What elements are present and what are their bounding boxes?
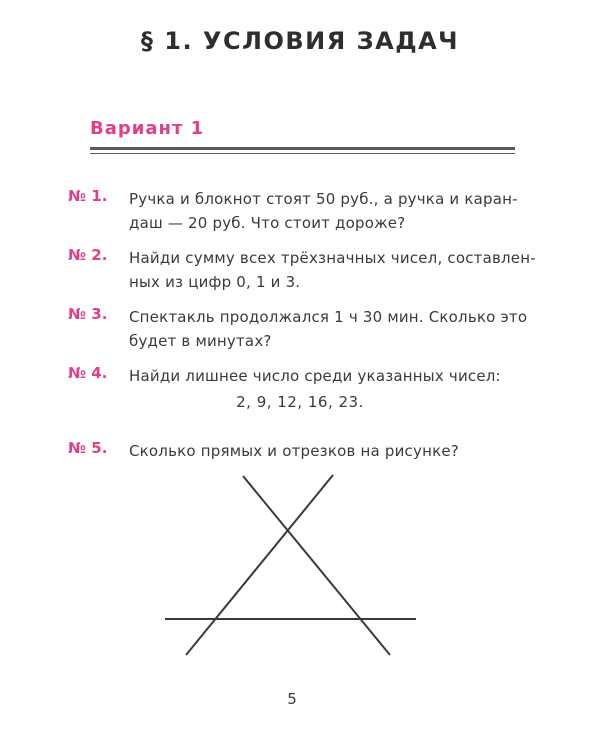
task-line: Спектакль продолжался 1 ч 30 мин. Сколько это xyxy=(129,308,528,326)
figure-line-left xyxy=(186,475,333,655)
task-line: Сколько прямых и отрезков на рисунке? xyxy=(129,442,459,460)
task-number: № 1. xyxy=(68,187,108,205)
task-line: будет в минутах? xyxy=(129,332,272,350)
page-number: 5 xyxy=(287,690,297,708)
section-title: § 1. УСЛОВИЯ ЗАДАЧ xyxy=(140,27,460,55)
task-line: Найди лишнее число среди указанных чисел: xyxy=(129,367,501,385)
task-line: Ручка и блокнот стоят 50 руб., а ручка и каран- xyxy=(129,190,518,208)
task-number: № 3. xyxy=(68,305,108,323)
task-line: даш — 20 руб. Что стоит дороже? xyxy=(129,214,406,232)
task-text xyxy=(129,187,517,235)
variant-title: Вариант 1 xyxy=(90,118,205,139)
task-number: № 5. xyxy=(68,439,108,457)
title-rule-thick xyxy=(90,147,515,150)
task-text xyxy=(129,246,536,294)
figure-line-right xyxy=(243,476,390,655)
lines-figure xyxy=(150,460,430,670)
task-text xyxy=(129,364,517,388)
task-line: Найди сумму всех трёхзначных чисел, составлен- xyxy=(129,249,536,267)
task-line: ных из цифр 0, 1 и 3. xyxy=(129,273,301,291)
task-4-numbers: 2, 9, 12, 16, 23. xyxy=(236,393,364,411)
task-text xyxy=(129,305,528,353)
task-number: № 2. xyxy=(68,246,108,264)
task-number: № 4. xyxy=(68,364,108,382)
title-rule-thin xyxy=(90,153,515,154)
